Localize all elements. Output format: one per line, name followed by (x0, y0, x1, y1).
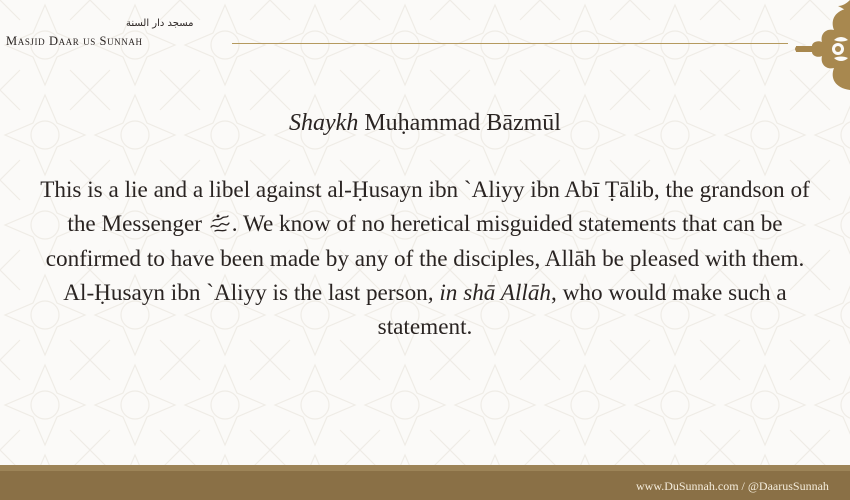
logo-arabic-name: مسجد دار السنة (126, 18, 194, 29)
speaker-name: Muḥammad Bāzmūl (364, 110, 561, 136)
speaker-title (0, 110, 850, 137)
footer-links[interactable]: www.DuSunnah.com / @DaarusSunnah (636, 479, 829, 493)
quote-part-2: . We know of no heretical misguided statements that can be confirmed to have been made by any of the disciples, Allāh be pleased with them. Al-Ḥusayn ibn `Aliyy is the last person (45, 211, 805, 306)
quote-text (30, 173, 820, 345)
logo-name: Masjid Daar us Sunnah (6, 34, 143, 48)
quote-card (0, 110, 850, 345)
quote-part-3: , who would make such a statement. (377, 279, 787, 341)
footer-accent-stripe (0, 465, 850, 471)
salutation-calligraphy-icon (209, 212, 231, 234)
quote-part-1: This is a lie and a libel against al-Ḥusayn ibn `Aliyy ibn Abī Ṭālib, the grandson of the Messenger (40, 177, 810, 238)
corner-ornament-icon (790, 0, 850, 100)
speaker-honorific: Shaykh (289, 110, 359, 136)
header-divider (232, 43, 788, 44)
header (0, 0, 850, 90)
footer-bar (0, 465, 850, 500)
quote-italic-phrase: , in shā Allāh (427, 279, 552, 306)
